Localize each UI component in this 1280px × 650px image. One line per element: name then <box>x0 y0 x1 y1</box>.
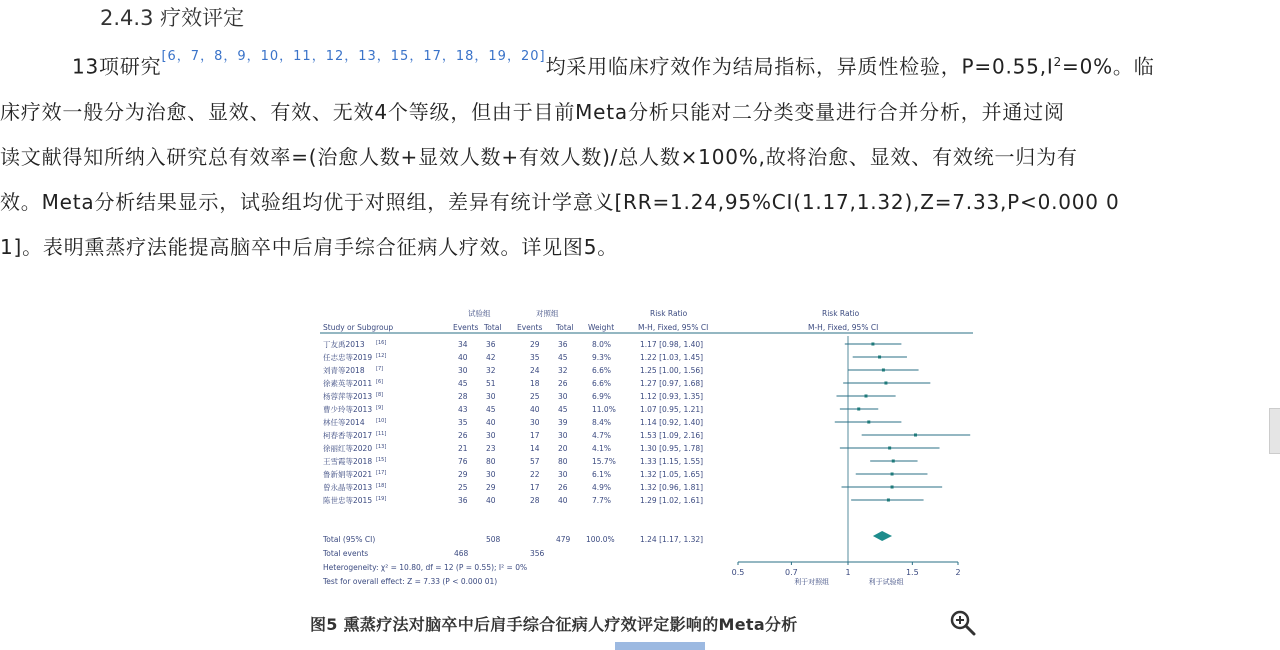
study-ref: [8] <box>376 392 384 398</box>
total-label: Total (95% CI) <box>323 535 376 544</box>
study-name: 曾永晶等2013 <box>323 483 373 492</box>
study-weight: 4.7% <box>592 431 612 440</box>
figure-caption: 图5 熏蒸疗法对脑卒中后肩手综合征病人疗效评定影响的Meta分析 <box>310 615 798 634</box>
exp-total: 32 <box>486 366 496 375</box>
header-weight: Weight <box>588 323 615 332</box>
section-title: 疗效评定 <box>160 6 245 30</box>
exp-events: 30 <box>458 366 468 375</box>
x-axis <box>732 562 961 577</box>
side-scroll-tab[interactable] <box>1269 408 1280 454</box>
study-ref: [17] <box>376 470 387 476</box>
ctrl-total: 80 <box>558 457 568 466</box>
exp-events: 35 <box>458 418 468 427</box>
point-estimate <box>891 486 894 489</box>
total-weight: 100.0% <box>586 535 615 544</box>
study-weight: 6.9% <box>592 392 612 401</box>
study-name: 徐素英等2011 <box>323 379 373 388</box>
header-events: Events <box>453 323 479 332</box>
study-weight: 7.7% <box>592 496 612 505</box>
study-row <box>323 456 703 466</box>
axis-right-label: 利于试验组 <box>868 578 904 586</box>
study-name: 林任等2014 <box>323 418 365 427</box>
study-ci: 1.53 [1.09, 2.16] <box>640 431 704 440</box>
exp-total: 29 <box>486 483 496 492</box>
events-ctrl: 356 <box>530 549 545 558</box>
study-name: 陈世忠等2015 <box>323 496 373 505</box>
study-ci: 1.32 [1.05, 1.65] <box>640 470 704 479</box>
exp-total: 23 <box>486 444 496 453</box>
study-name: 王雪霞等2018 <box>323 457 373 466</box>
point-estimate <box>888 447 891 450</box>
axis-tick-label: 0.5 <box>731 568 745 577</box>
exp-events: 25 <box>458 483 468 492</box>
study-row <box>323 352 703 362</box>
overall-effect-text: Test for overall effect: Z = 7.33 (P < 0.000 01) <box>323 577 498 586</box>
body-paragraph <box>0 40 1268 270</box>
ctrl-total: 40 <box>558 496 568 505</box>
pooled-diamond <box>873 531 892 541</box>
point-estimate <box>891 473 894 476</box>
exp-total: 40 <box>486 418 496 427</box>
study-ci: 1.33 [1.15, 1.55] <box>640 457 704 466</box>
exp-events: 21 <box>458 444 468 453</box>
total-exp: 508 <box>486 535 501 544</box>
study-ref: [7] <box>376 366 384 372</box>
study-ci: 1.12 [0.93, 1.35] <box>640 392 704 401</box>
point-estimate <box>884 382 887 385</box>
ctrl-events: 24 <box>530 366 540 375</box>
header-rr-method: M-H, Fixed, 95% CI <box>638 323 709 332</box>
study-row <box>323 482 703 492</box>
paragraph-line-2: 床疗效一般分为治愈、显效、有效、无效4个等级，但由于目前Meta分析只能对二分类变量进行合并分析，并通过阅 <box>0 99 1065 124</box>
study-ci: 1.30 [0.95, 1.78] <box>640 444 704 453</box>
study-ci: 1.22 [1.03, 1.45] <box>640 353 704 362</box>
exp-events: 36 <box>458 496 468 505</box>
exp-events: 40 <box>458 353 468 362</box>
axis-tick-label: 2 <box>955 568 961 577</box>
point-estimate <box>857 408 860 411</box>
exp-events: 43 <box>458 405 468 414</box>
exp-total: 40 <box>486 496 496 505</box>
axis-tick-label: 1.5 <box>905 568 919 577</box>
ctrl-events: 28 <box>530 496 540 505</box>
study-ci: 1.14 [0.92, 1.40] <box>640 418 704 427</box>
exp-total: 30 <box>486 470 496 479</box>
exp-total: 36 <box>486 340 496 349</box>
study-ref: [13] <box>376 444 387 450</box>
ctrl-events: 17 <box>530 431 540 440</box>
study-ref: [11] <box>376 431 387 437</box>
ctrl-total: 45 <box>558 353 568 362</box>
study-weight: 6.6% <box>592 379 612 388</box>
header-plot-method: M-H, Fixed, 95% CI <box>808 323 879 332</box>
total-ci: 1.24 [1.17, 1.32] <box>640 535 704 544</box>
study-row <box>323 495 703 505</box>
exp-events: 26 <box>458 431 468 440</box>
citation-link[interactable]: [6，7，8，9，10，11，12，13，15，17，18，19，20] <box>161 49 546 64</box>
study-name: 鲁新娟等2021 <box>323 470 373 479</box>
study-weight: 11.0% <box>592 405 616 414</box>
ctrl-events: 14 <box>530 444 540 453</box>
study-name: 丁友禹2013 <box>323 340 365 349</box>
study-rows <box>323 336 970 562</box>
study-ci: 1.27 [0.97, 1.68] <box>640 379 704 388</box>
study-ref: [16] <box>376 340 387 346</box>
study-ref: [15] <box>376 457 387 463</box>
section-heading <box>100 2 244 32</box>
study-ci: 1.29 [1.02, 1.61] <box>640 496 704 505</box>
point-estimate <box>878 356 881 359</box>
study-weight: 9.3% <box>592 353 612 362</box>
study-weight: 6.1% <box>592 470 612 479</box>
study-row <box>323 430 703 440</box>
study-weight: 4.1% <box>592 444 612 453</box>
ctrl-total: 45 <box>558 405 568 414</box>
ctrl-total: 26 <box>558 483 568 492</box>
ctrl-events: 40 <box>530 405 540 414</box>
study-name: 任志忠等2019 <box>323 353 373 362</box>
forest-plot-figure <box>318 300 1018 600</box>
study-weight: 8.4% <box>592 418 612 427</box>
line1-end: =0%。临 <box>1062 54 1155 79</box>
exp-events: 45 <box>458 379 468 388</box>
study-row <box>323 469 703 479</box>
point-estimate <box>914 434 917 437</box>
exp-events: 34 <box>458 340 468 349</box>
point-estimate <box>867 421 870 424</box>
study-row <box>323 391 703 401</box>
study-row <box>323 365 703 375</box>
line1-start: 13项研究 <box>72 54 162 79</box>
study-row <box>323 339 703 349</box>
events-label: Total events <box>323 549 369 558</box>
study-name: 曹少玲等2013 <box>323 405 373 414</box>
study-weight: 8.0% <box>592 340 612 349</box>
study-row <box>323 404 703 414</box>
line1-middle: 均采用临床疗效作为结局指标，异质性检验，P=0.55,I <box>545 54 1054 79</box>
header-ctrl-group: 对照组 <box>536 309 559 318</box>
ctrl-total: 20 <box>558 444 568 453</box>
header-rr-title: Risk Ratio <box>650 309 688 318</box>
study-name: 柯春香等2017 <box>323 431 373 440</box>
exp-total: 42 <box>486 353 496 362</box>
study-weight: 15.7% <box>592 457 616 466</box>
ctrl-total: 30 <box>558 431 568 440</box>
study-row <box>323 378 703 388</box>
axis-left-label: 利于对照组 <box>794 578 830 586</box>
header-exp-group: 试验组 <box>468 309 491 318</box>
study-row <box>323 443 703 453</box>
ctrl-total: 30 <box>558 470 568 479</box>
point-estimate <box>887 499 890 502</box>
point-estimate <box>892 460 895 463</box>
header-total-2: Total <box>556 323 574 332</box>
point-estimate <box>871 343 874 346</box>
ctrl-total: 32 <box>558 366 568 375</box>
study-weight: 6.6% <box>592 366 612 375</box>
study-name: 杨蓉萍等2013 <box>323 392 373 401</box>
exp-events: 29 <box>458 470 468 479</box>
heterogeneity-text: Heterogeneity: χ² = 10.80, df = 12 (P = 0.55); I² = 0% <box>323 563 528 572</box>
ctrl-events: 30 <box>530 418 540 427</box>
study-ref: [19] <box>376 496 387 502</box>
header-plot-title: Risk Ratio <box>822 309 860 318</box>
ctrl-total: 39 <box>558 418 568 427</box>
paragraph-line-5: 1]。表明熏蒸疗法能提高脑卒中后肩手综合征病人疗效。详见图5。 <box>0 234 619 259</box>
exp-events: 76 <box>458 457 468 466</box>
paragraph-line-1 <box>72 40 1268 90</box>
header-study: Study or Subgroup <box>323 323 394 332</box>
exp-events: 28 <box>458 392 468 401</box>
study-ci: 1.07 [0.95, 1.21] <box>640 405 704 414</box>
ctrl-events: 29 <box>530 340 540 349</box>
study-ref: [10] <box>376 418 387 424</box>
header-total: Total <box>484 323 502 332</box>
point-estimate <box>864 395 867 398</box>
ctrl-events: 22 <box>530 470 540 479</box>
axis-tick-label: 0.7 <box>785 568 798 577</box>
ctrl-events: 18 <box>530 379 540 388</box>
point-estimate <box>882 369 885 372</box>
study-name: 徐丽红等2020 <box>323 444 373 453</box>
study-ci: 1.32 [0.96, 1.81] <box>640 483 704 492</box>
zoom-in-icon[interactable] <box>948 608 978 638</box>
exp-total: 80 <box>486 457 496 466</box>
paragraph-line-4: 效。Meta分析结果显示，试验组均优于对照组，差异有统计学意义[RR=1.24,95%CI(1.17,1.32),Z=7.33,P<0.000 0 <box>0 189 1120 214</box>
study-ref: [9] <box>376 405 384 411</box>
study-ref: [6] <box>376 379 384 385</box>
study-weight: 4.9% <box>592 483 612 492</box>
header-events-2: Events <box>517 323 543 332</box>
exp-total: 30 <box>486 392 496 401</box>
section-number: 2.4.3 <box>100 6 154 30</box>
study-row <box>323 417 703 427</box>
i2-superscript: 2 <box>1053 55 1063 69</box>
ctrl-total: 30 <box>558 392 568 401</box>
study-ci: 1.25 [1.00, 1.56] <box>640 366 704 375</box>
events-exp: 468 <box>454 549 469 558</box>
ctrl-events: 57 <box>530 457 540 466</box>
axis-tick-label: 1 <box>845 568 851 577</box>
next-button-peek[interactable] <box>615 642 705 650</box>
ctrl-total: 36 <box>558 340 568 349</box>
paragraph-line-3: 读文献得知所纳入研究总有效率=(治愈人数+显效人数+有效人数)/总人数×100%,故将治愈、显效、有效统一归为有 <box>0 144 1078 169</box>
exp-total: 45 <box>486 405 496 414</box>
ctrl-events: 35 <box>530 353 540 362</box>
study-ref: [18] <box>376 483 387 489</box>
study-ref: [12] <box>376 353 387 359</box>
ctrl-events: 25 <box>530 392 540 401</box>
ctrl-events: 17 <box>530 483 540 492</box>
ctrl-total: 26 <box>558 379 568 388</box>
exp-total: 51 <box>486 379 496 388</box>
total-ctrl: 479 <box>556 535 571 544</box>
study-name: 刘青等2018 <box>323 366 365 375</box>
study-ci: 1.17 [0.98, 1.40] <box>640 340 704 349</box>
exp-total: 30 <box>486 431 496 440</box>
